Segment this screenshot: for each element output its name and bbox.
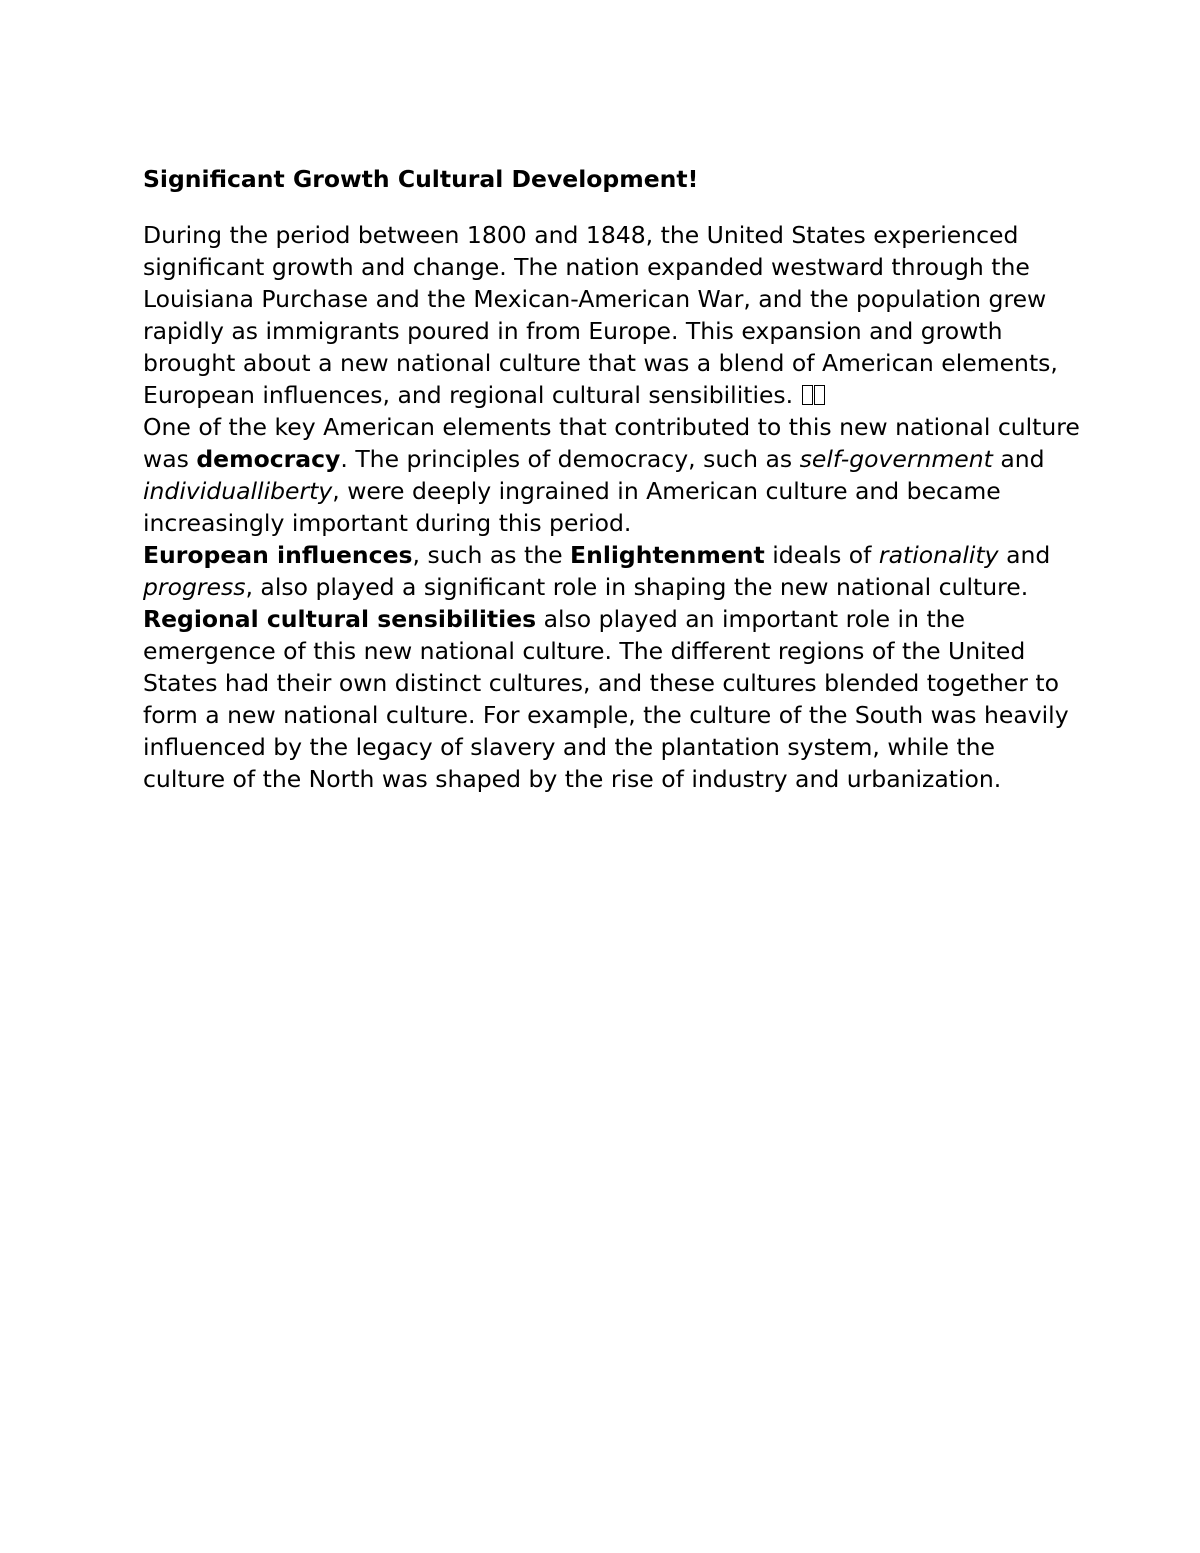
term-regional-cultural-sensibilities: Regional cultural sensibilities: [143, 605, 537, 633]
paragraph-intro-text: During the period between 1800 and 1848, the United States experienced significant growth and change. The nation expanded westward through the Louisiana Purchase and the Mexican-American War, and the population grew rapidly as immigrants poured in from Europe. This expansion and growth brought about a new national culture that was a blend of American elements, European influences, and regional cultural sensibilities.: [143, 221, 1058, 409]
paragraph-democracy-text-2: . The principles of democracy, such as: [340, 445, 800, 473]
paragraph-intro: [143, 219, 1083, 411]
paragraph-european-text-2: ideals of: [764, 541, 879, 569]
paragraph-democracy-text-4: , were deeply ingrained in American culture and became increasingly important during this period.: [143, 477, 1001, 537]
paragraph-democracy-text-1: One of the key American elements that contributed to this new national culture was: [143, 413, 1080, 473]
document-title: Significant Growth Cultural Development!: [143, 165, 699, 193]
paragraph-european-text-3: and: [998, 541, 1051, 569]
paragraph-democracy-text-3: and: [992, 445, 1045, 473]
term-progress: progress: [143, 573, 246, 601]
missing-glyph-icon: [802, 385, 813, 405]
paragraph-european: [143, 539, 1083, 603]
term-rationality: rationality: [878, 541, 999, 569]
paragraph-european-text-4: , also played a significant role in shaping the new national culture.: [245, 573, 1029, 601]
paragraph-regional: [143, 603, 1083, 795]
paragraph-democracy: [143, 411, 1083, 539]
term-democracy: democracy: [196, 445, 341, 473]
missing-glyph-icon: [814, 385, 825, 405]
term-self-government: self-government: [799, 445, 993, 473]
term-enlightenment: Enlightenment: [570, 541, 765, 569]
term-european-influences: European influences: [143, 541, 413, 569]
term-individual-liberty: individualliberty: [143, 477, 333, 505]
paragraph-regional-text-1: also played an important role in the emergence of this new national culture. The different regions of the United States had their own distinct cultures, and these cultures blended together to form a new national culture. For example, the culture of the South was heavily influenced by the legacy of slavery and the plantation system, while the culture of the North was shaped by the rise of industry and urbanization.: [143, 605, 1069, 793]
document-body: [143, 160, 1083, 795]
paragraph-european-text-1: , such as the: [412, 541, 571, 569]
